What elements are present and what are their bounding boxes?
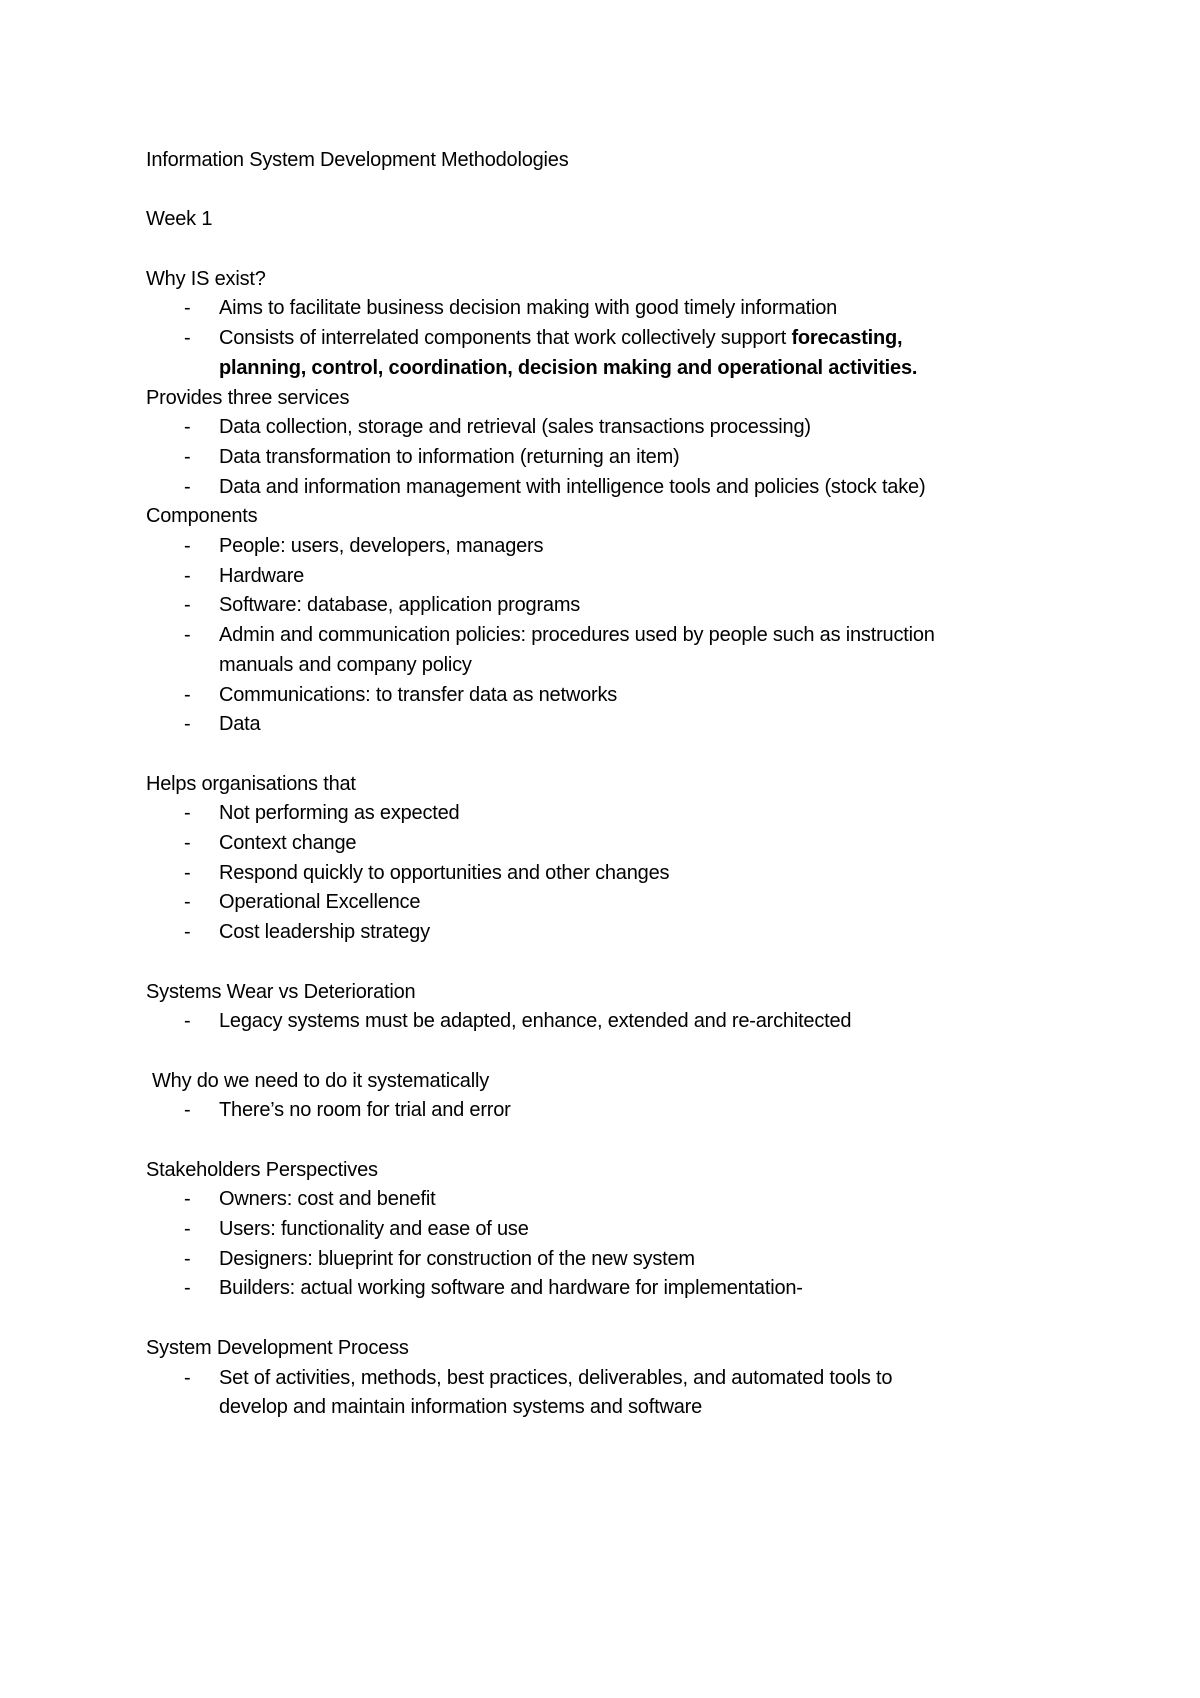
bullet-dash: - xyxy=(184,713,191,736)
document-body xyxy=(146,146,1066,1423)
spacer xyxy=(146,740,1066,770)
section-heading-systems-wear: Systems Wear vs Deterioration xyxy=(146,980,416,1003)
list-item-text: Data xyxy=(219,713,261,736)
list-item-text: Owners: cost and benefit xyxy=(219,1188,436,1211)
bullet-dash: - xyxy=(184,921,191,944)
list-item-text-line: develop and maintain information systems and software xyxy=(219,1396,702,1419)
bullet-dash: - xyxy=(184,594,191,617)
bullet-list-systems-wear xyxy=(146,1007,1066,1037)
section-heading-stakeholders: Stakeholders Perspectives xyxy=(146,1158,378,1181)
list-item xyxy=(146,710,1066,740)
list-item xyxy=(146,1245,1066,1275)
bullet-dash: - xyxy=(184,535,191,558)
bullet-dash: - xyxy=(184,327,191,350)
list-item xyxy=(146,1007,1066,1037)
list-item xyxy=(146,324,1066,383)
bullet-dash: - xyxy=(184,861,191,884)
list-item-text: Hardware xyxy=(219,564,305,587)
bullet-dash: - xyxy=(184,832,191,855)
list-item-text: Software: database, application programs xyxy=(219,594,581,617)
bullet-list-services xyxy=(146,413,1066,502)
section-heading-why-is-exist: Why IS exist? xyxy=(146,267,266,290)
spacer xyxy=(146,948,1066,978)
bullet-list-system-development-process xyxy=(146,1364,1066,1423)
list-item-text: Not performing as expected xyxy=(219,802,460,825)
list-item xyxy=(146,799,1066,829)
list-item-text-line: Set of activities, methods, best practices, deliverables, and automated tools to xyxy=(219,1366,893,1389)
list-item-text: Builders: actual working software and hardware for implementation- xyxy=(219,1277,803,1300)
list-item xyxy=(146,681,1066,711)
list-item-text xyxy=(219,621,1066,680)
list-item xyxy=(146,1274,1066,1304)
bullet-dash: - xyxy=(184,475,191,498)
list-item xyxy=(146,562,1066,592)
list-item xyxy=(146,473,1066,503)
week-label: Week 1 xyxy=(146,208,213,231)
bullet-dash: - xyxy=(184,802,191,825)
list-item-text-line: manuals and company policy xyxy=(219,653,472,676)
list-item xyxy=(146,1185,1066,1215)
section-heading-helps-organisations: Helps organisations that xyxy=(146,772,356,795)
section-heading-why-systematically: Why do we need to do it systematically xyxy=(152,1069,489,1092)
bullet-dash: - xyxy=(184,1247,191,1270)
spacer xyxy=(146,235,1066,265)
list-item-text: Users: functionality and ease of use xyxy=(219,1218,529,1241)
list-item xyxy=(146,621,1066,680)
list-item-text-bold: forecasting, xyxy=(791,327,903,350)
bullet-dash: - xyxy=(184,297,191,320)
list-item-text: Respond quickly to opportunities and other changes xyxy=(219,861,670,884)
spacer xyxy=(146,1304,1066,1334)
list-item-text xyxy=(219,1364,1066,1423)
spacer xyxy=(146,176,1066,206)
list-item-text: Aims to facilitate business decision making with good timely information xyxy=(219,297,838,320)
bullet-dash: - xyxy=(184,1099,191,1122)
list-item xyxy=(146,1215,1066,1245)
list-item-text xyxy=(219,324,1066,383)
list-item-text: Data collection, storage and retrieval (sales transactions processing) xyxy=(219,416,811,439)
list-item xyxy=(146,532,1066,562)
list-item-text-line: Admin and communication policies: procedures used by people such as instruction xyxy=(219,624,935,647)
section-heading-components: Components xyxy=(146,505,258,528)
list-item xyxy=(146,829,1066,859)
list-item-text: Cost leadership strategy xyxy=(219,921,430,944)
bullet-dash: - xyxy=(184,624,191,647)
bullet-list-helps-organisations xyxy=(146,799,1066,948)
bullet-list-components xyxy=(146,532,1066,740)
list-item-text: Designers: blueprint for construction of the new system xyxy=(219,1247,695,1270)
document-title: Information System Development Methodologies xyxy=(146,149,569,171)
list-item xyxy=(146,918,1066,948)
list-item-text: Data and information management with intelligence tools and policies (stock take) xyxy=(219,475,926,498)
bullet-list-why-systematically xyxy=(146,1096,1066,1126)
section-heading-system-development-process: System Development Process xyxy=(146,1336,409,1359)
list-item xyxy=(146,888,1066,918)
spacer xyxy=(146,1037,1066,1067)
spacer xyxy=(146,1126,1066,1156)
list-item xyxy=(146,859,1066,889)
list-item xyxy=(146,443,1066,473)
list-item xyxy=(146,1096,1066,1126)
list-item-text: People: users, developers, managers xyxy=(219,535,544,558)
section-heading-provides-three-services: Provides three services xyxy=(146,386,350,409)
bullet-dash: - xyxy=(184,564,191,587)
bullet-dash: - xyxy=(184,416,191,439)
bullet-list-why-is-exist xyxy=(146,294,1066,383)
list-item-text: Communications: to transfer data as networks xyxy=(219,683,618,706)
list-item-text: There’s no room for trial and error xyxy=(219,1099,511,1122)
list-item-text: Operational Excellence xyxy=(219,891,421,914)
bullet-dash: - xyxy=(184,445,191,468)
bullet-dash: - xyxy=(184,1010,191,1033)
list-item xyxy=(146,413,1066,443)
bullet-list-stakeholders xyxy=(146,1185,1066,1304)
list-item xyxy=(146,1364,1066,1423)
list-item-text-regular: Consists of interrelated components that work collectively support xyxy=(219,327,792,350)
bullet-dash: - xyxy=(184,683,191,706)
list-item-text: Context change xyxy=(219,832,357,855)
list-item-text: Data transformation to information (returning an item) xyxy=(219,445,680,468)
bullet-dash: - xyxy=(184,1366,191,1389)
bullet-dash: - xyxy=(184,1188,191,1211)
list-item xyxy=(146,591,1066,621)
list-item-text-bold: planning, control, coordination, decision making and operational activities. xyxy=(219,356,918,379)
bullet-dash: - xyxy=(184,1277,191,1300)
bullet-dash: - xyxy=(184,891,191,914)
list-item xyxy=(146,294,1066,324)
list-item-text: Legacy systems must be adapted, enhance, extended and re-architected xyxy=(219,1010,852,1033)
bullet-dash: - xyxy=(184,1218,191,1241)
